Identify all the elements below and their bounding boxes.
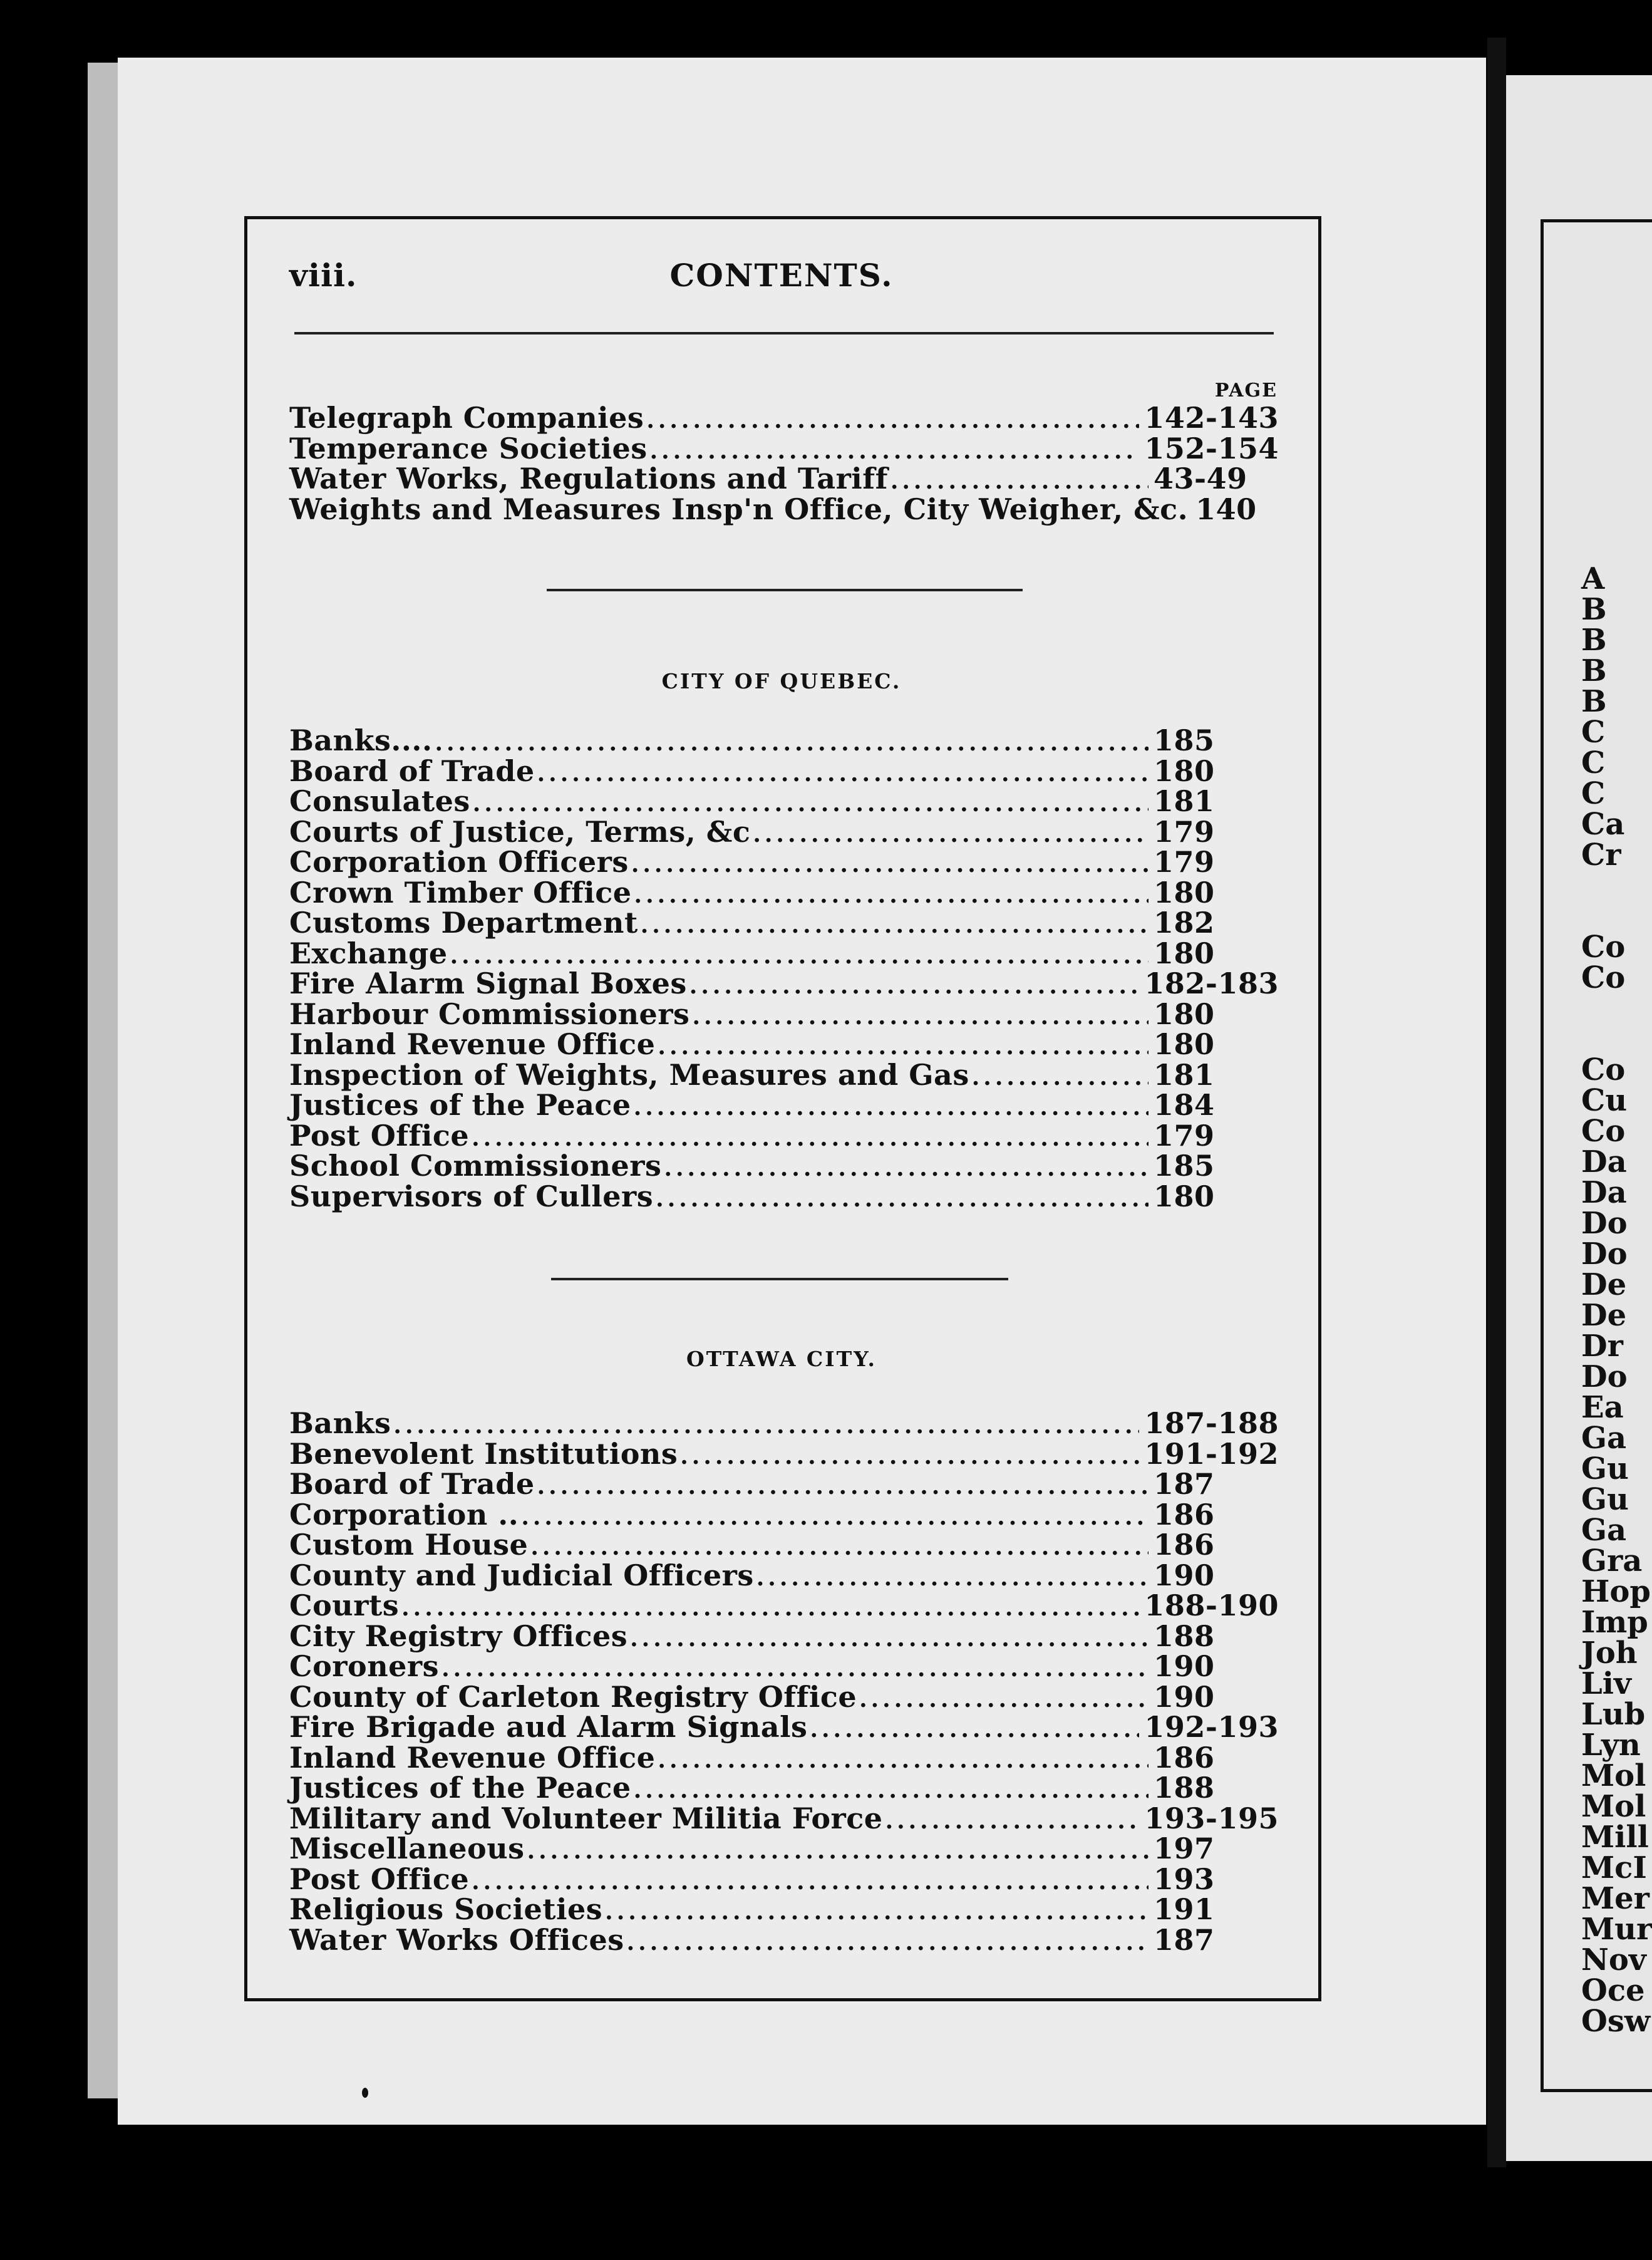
contents-entry	[289, 1740, 1279, 1775]
facing-page-fragment: Cr	[1581, 837, 1621, 873]
dot-leader	[537, 760, 1149, 787]
facing-page	[1506, 75, 1652, 2161]
contents-entry	[289, 1118, 1279, 1153]
facing-page-fragment: Do	[1581, 1236, 1628, 1272]
entry-page-number: 190	[1154, 1679, 1215, 1714]
entry-title: Coroners	[289, 1649, 440, 1683]
facing-page-fragment: Ga	[1581, 1513, 1627, 1548]
facing-page-fragment: Mol	[1581, 1758, 1646, 1793]
facing-page-fragments	[1581, 561, 1652, 2039]
entry-title: Board of Trade	[289, 754, 535, 788]
entry-title: Water Works Offices	[289, 1922, 624, 1957]
facing-page-fragment: C	[1581, 715, 1606, 750]
contents-entry	[289, 997, 1279, 1031]
facing-page-fragment: Da	[1581, 1175, 1627, 1210]
entry-title: Banks	[289, 1406, 391, 1440]
entry-page-number: 181	[1154, 784, 1215, 818]
facing-page-fragment: Mer	[1581, 1881, 1649, 1916]
dot-leader	[472, 1869, 1149, 1895]
contents-entry	[289, 1801, 1279, 1835]
dot-leader	[627, 1929, 1149, 1956]
entry-title: School Commissioners	[289, 1149, 662, 1183]
entry-title: Supervisors of Cullers	[289, 1179, 654, 1213]
facing-page-fragment: A	[1581, 561, 1605, 596]
entry-page-number: 191	[1154, 1892, 1215, 1926]
entry-page-number: 186	[1154, 1528, 1215, 1562]
entry-title: Temperance Societies	[289, 431, 648, 465]
entry-title: Justices of the Peace	[289, 1771, 631, 1805]
dot-leader	[756, 1565, 1149, 1591]
entry-title: Courts	[289, 1589, 400, 1622]
entry-page-number: 186	[1154, 1740, 1215, 1775]
dot-leader	[393, 1412, 1139, 1439]
contents-entry	[289, 1406, 1279, 1440]
entry-title: Consulates	[289, 784, 470, 818]
entry-page-number: 186	[1154, 1497, 1215, 1532]
facing-page-fragment: Do	[1581, 1206, 1628, 1241]
facing-page-fragment: Ga	[1581, 1421, 1627, 1456]
contents-entry	[289, 1088, 1279, 1122]
facing-page-fragment: C	[1581, 745, 1606, 780]
contents-entry	[289, 754, 1279, 788]
entry-page-number: 185	[1154, 1149, 1215, 1183]
contents-entry	[289, 1149, 1279, 1183]
entry-title: Courts of Justice, Terms, &c	[289, 814, 751, 849]
entry-page-number: 181	[1154, 1057, 1215, 1092]
dot-leader	[631, 851, 1149, 878]
dot-leader	[658, 1747, 1149, 1773]
facing-page-fragment: Do	[1581, 1359, 1628, 1394]
dot-leader	[450, 943, 1149, 969]
entry-title: Post Office	[289, 1118, 470, 1153]
contents-entry	[289, 401, 1279, 435]
contents-entry	[289, 936, 1279, 970]
dot-leader	[530, 1534, 1149, 1560]
dot-leader	[656, 1186, 1149, 1212]
facing-page-fragment: B	[1581, 684, 1607, 719]
entry-page-number: 142-143	[1144, 401, 1279, 435]
section-divider	[547, 589, 1023, 591]
dot-leader	[658, 1034, 1149, 1060]
contents-entry	[289, 1497, 1279, 1532]
facing-page-fragment: Da	[1581, 1144, 1627, 1179]
facing-page-fragment: C	[1581, 776, 1606, 811]
contents-entry	[289, 814, 1279, 849]
entry-title: Fire Alarm Signal Boxes	[289, 967, 687, 1000]
facing-page-fragment: B	[1581, 653, 1607, 688]
contents-entry	[289, 1892, 1279, 1926]
dot-leader	[646, 407, 1139, 433]
contents-entry	[289, 1771, 1279, 1805]
entry-page-number: 188	[1154, 1619, 1215, 1653]
entry-page-number: 179	[1154, 814, 1215, 849]
facing-page-fragment: Osw	[1581, 2004, 1651, 2039]
entry-title: Inland Revenue Office	[289, 1740, 656, 1775]
contents-entry	[289, 906, 1279, 940]
entry-title: Water Works, Regulations and Tariff	[289, 462, 888, 495]
section-city-of-quebec	[289, 723, 1279, 1213]
facing-page-fragment	[1581, 901, 1652, 932]
dot-leader	[401, 1595, 1139, 1621]
facing-page-fragment: Lyn	[1581, 1728, 1641, 1763]
entry-page-number: 184	[1154, 1088, 1215, 1122]
entry-page-number: 179	[1154, 845, 1215, 879]
entry-title: Inland Revenue Office	[289, 1027, 656, 1061]
facing-page-fragment: Gu	[1581, 1482, 1629, 1517]
book-gutter	[1487, 38, 1506, 2167]
entry-title: Religious Societies	[289, 1892, 603, 1926]
entry-page-number: 180	[1154, 1027, 1215, 1061]
facing-page-fragment: Cu	[1581, 1083, 1628, 1118]
contents-entry	[289, 1558, 1279, 1592]
entry-title: Corporation Officers	[289, 845, 629, 879]
facing-page-fragment: Co	[1581, 1052, 1626, 1087]
entry-page-number: 197	[1154, 1832, 1215, 1865]
entry-title: Post Office	[289, 1862, 470, 1896]
dot-leader	[605, 1899, 1149, 1925]
entry-title: Military and Volunteer Militia Force	[289, 1801, 883, 1835]
entry-title: Weights and Measures Insp'n Office, City Weigher, &c.	[289, 492, 1189, 526]
entry-title: Board of Trade	[289, 1467, 535, 1501]
entry-title: Benevolent Institutions	[289, 1436, 678, 1471]
entry-title: Miscellaneous	[289, 1832, 525, 1865]
entry-page-number: 180	[1154, 875, 1215, 910]
header-rule	[294, 332, 1274, 334]
contents-entry	[289, 1710, 1279, 1744]
entry-page-number: 43-49	[1154, 462, 1247, 495]
entry-title: County of Carleton Registry Office	[289, 1679, 857, 1714]
entry-page-number: 185	[1154, 723, 1215, 757]
entry-page-number: 190	[1154, 1649, 1215, 1683]
entry-title: Telegraph Companies	[289, 401, 644, 435]
entry-page-number: 193	[1154, 1862, 1215, 1896]
entry-title: Banks....	[289, 723, 433, 757]
dot-leader	[972, 1064, 1149, 1091]
contents-entry	[289, 1679, 1279, 1714]
contents-entry	[289, 1027, 1279, 1061]
entry-page-number: 187-188	[1144, 1406, 1279, 1440]
dot-leader	[692, 1003, 1149, 1030]
contents-entry	[289, 1862, 1279, 1896]
contents-entry	[289, 1832, 1279, 1865]
dot-leader	[630, 1625, 1149, 1652]
entry-page-number: 140	[1195, 492, 1257, 526]
dot-leader	[537, 1473, 1149, 1500]
page-header	[289, 257, 1274, 307]
facing-page-fragment: Mill	[1581, 1820, 1649, 1855]
facing-page-fragment: Imp	[1581, 1605, 1648, 1640]
entry-page-number: 193-195	[1144, 1801, 1279, 1835]
dot-leader	[634, 1094, 1149, 1121]
facing-page-fragment: Gu	[1581, 1451, 1629, 1486]
dot-leader	[472, 1125, 1149, 1151]
print-speck	[362, 2088, 368, 2098]
entry-title: Custom House	[289, 1528, 529, 1562]
entry-page-number: 180	[1154, 936, 1215, 970]
dot-leader	[664, 1155, 1149, 1181]
page-folio: viii.	[289, 257, 358, 294]
contents-entry	[289, 875, 1279, 910]
page-column-label: PAGE	[1214, 380, 1278, 402]
dot-leader	[634, 882, 1149, 908]
entry-page-number: 187	[1154, 1922, 1215, 1957]
dot-leader	[680, 1443, 1139, 1470]
entry-title: Exchange	[289, 936, 448, 970]
facing-page-fragment: Liv	[1581, 1666, 1631, 1701]
dot-leader	[641, 912, 1149, 938]
facing-page-fragment: Joh	[1581, 1635, 1638, 1671]
facing-page-fragment: McI	[1581, 1850, 1647, 1885]
contents-entry	[289, 1467, 1279, 1501]
entry-page-number: 187	[1154, 1467, 1215, 1501]
entry-title: Crown Timber Office	[289, 875, 632, 910]
page-title: CONTENTS.	[669, 257, 894, 294]
entry-page-number: 191-192	[1144, 1436, 1279, 1471]
contents-entry	[289, 1649, 1279, 1683]
facing-page-fragment: Co	[1581, 1114, 1626, 1149]
dot-leader	[634, 1777, 1149, 1803]
facing-page-fragment: De	[1581, 1267, 1627, 1302]
entry-page-number: 180	[1154, 1179, 1215, 1213]
facing-page-fragment: De	[1581, 1298, 1627, 1333]
entry-title: Fire Brigade aud Alarm Signals	[289, 1710, 808, 1744]
entry-title: Customs Department	[289, 906, 638, 940]
facing-page-fragment: B	[1581, 623, 1607, 658]
contents-entry	[289, 967, 1279, 1000]
dot-leader	[435, 730, 1149, 756]
facing-page-fragment: Lub	[1581, 1697, 1646, 1732]
facing-page-fragment: Ea	[1581, 1390, 1624, 1425]
entry-page-number: 179	[1154, 1118, 1215, 1153]
facing-page-fragment: Oce	[1581, 1973, 1645, 2008]
entry-title: Inspection of Weights, Measures and Gas	[289, 1057, 969, 1092]
contents-entry	[289, 1619, 1279, 1653]
entry-page-number: 180	[1154, 997, 1215, 1031]
dot-leader	[689, 973, 1140, 999]
entry-page-number: 188	[1154, 1771, 1215, 1805]
dot-leader	[810, 1716, 1139, 1743]
contents-entry	[289, 845, 1279, 879]
facing-page-fragment	[1581, 871, 1652, 901]
facing-page-fragment: Hop	[1581, 1574, 1651, 1609]
facing-page-fragment: Co	[1581, 930, 1626, 965]
contents-entry	[289, 784, 1279, 818]
facing-page-fragment: Mur	[1581, 1912, 1652, 1947]
contents-entry	[289, 723, 1279, 757]
contents-entry	[289, 1922, 1279, 1957]
dot-leader	[885, 1808, 1140, 1834]
facing-page-fragment: Gra	[1581, 1543, 1643, 1578]
contents-entry	[289, 1589, 1279, 1622]
dot-leader	[441, 1656, 1149, 1682]
facing-page-fragment: Nov	[1581, 1942, 1646, 1977]
entry-title: County and Judicial Officers	[289, 1558, 754, 1592]
contents-entry	[289, 431, 1279, 465]
entry-title: City Registry Offices	[289, 1619, 628, 1653]
entry-page-number: 192-193	[1144, 1710, 1279, 1744]
contents-entry	[289, 1436, 1279, 1471]
section-heading-ottawa: OTTAWA CITY.	[686, 1347, 877, 1371]
entry-title: Corporation ..	[289, 1497, 519, 1532]
dot-leader	[650, 438, 1140, 464]
entry-title: Justices of the Peace	[289, 1088, 631, 1122]
dot-leader	[527, 1838, 1149, 1864]
dot-leader	[753, 821, 1149, 848]
entry-page-number: 190	[1154, 1558, 1215, 1592]
contents-entry	[289, 462, 1279, 495]
section-continued	[289, 401, 1279, 526]
section-divider	[551, 1278, 1008, 1280]
contents-entry	[289, 1179, 1279, 1213]
entry-title: Harbour Commissioners	[289, 997, 690, 1031]
facing-page-fragment: Dr	[1581, 1329, 1623, 1364]
dot-leader	[891, 468, 1149, 494]
entry-page-number: 182	[1154, 906, 1215, 940]
facing-page-fragment: B	[1581, 592, 1607, 627]
facing-page-fragment	[1581, 993, 1652, 1024]
section-heading-quebec: CITY OF QUEBEC.	[661, 669, 902, 693]
dot-leader	[521, 1504, 1149, 1530]
facing-page-fragment: Co	[1581, 960, 1626, 995]
section-ottawa-city	[289, 1406, 1279, 1957]
facing-page-fragment: Mol	[1581, 1789, 1646, 1824]
entry-page-number: 182-183	[1144, 967, 1279, 1000]
page-edge	[88, 63, 118, 2098]
contents-entry	[289, 1528, 1279, 1562]
facing-page-fragment	[1581, 1024, 1652, 1055]
entry-page-number: 188-190	[1144, 1589, 1279, 1622]
entry-page-number: 180	[1154, 754, 1215, 788]
contents-entry	[289, 492, 1279, 526]
contents-entry	[289, 1057, 1279, 1092]
entry-page-number: 152-154	[1144, 431, 1279, 465]
dot-leader	[859, 1686, 1149, 1713]
facing-page-fragment: Ca	[1581, 807, 1625, 842]
dot-leader	[473, 790, 1149, 817]
